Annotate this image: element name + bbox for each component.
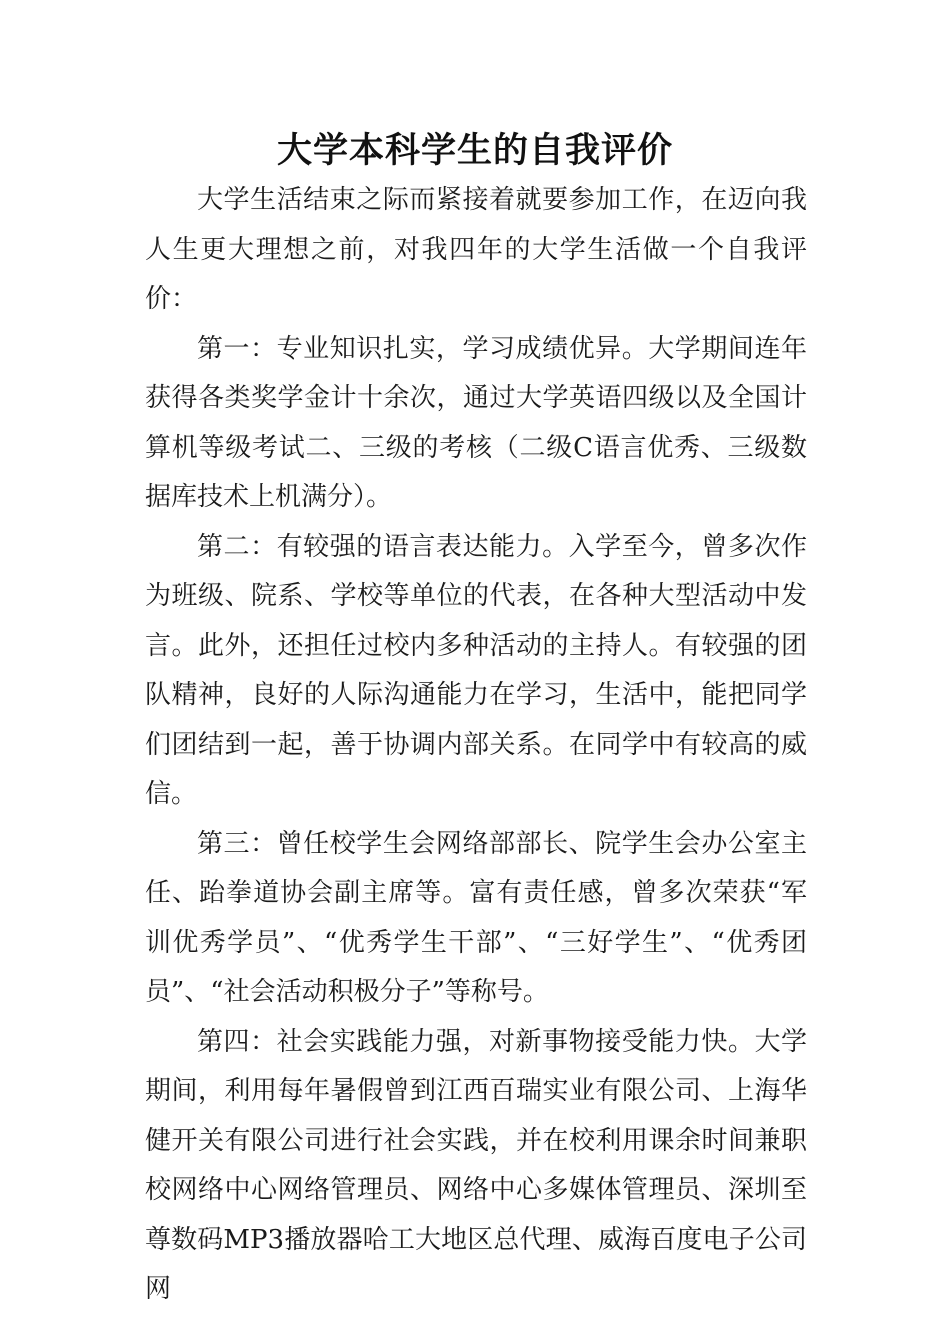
paragraph-second: 第二：有较强的语言表达能力。入学至今，曾多次作为班级、院系、学校等单位的代表，在各种大型活动中发言。此外，还担任过校内多种活动的主持人。有较强的团队精神，良好的人际沟通能力在学习，生活中，能把同学们团结到一起，善于协调内部关系。在同学中有较高的威信。 — [145, 531, 807, 809]
paragraph-first: 第一：专业知识扎实，学习成绩优异。大学期间连年获得各类奖学金计十余次，通过大学英语四级以及全国计算机等级考试二、三级的考核（二级C语言优秀、三级数据库技术上机满分）。 — [145, 333, 807, 512]
document-title: 大学本科学生的自我评价 — [276, 131, 673, 171]
paragraph-third: 第三：曾任校学生会网络部部长、院学生会办公室主任、跆拳道协会副主席等。富有责任感，曾多次荣获“军训优秀学员”、“优秀学生干部”、“三好学生”、“优秀团员”、“社会活动积极分子”等称号。 — [145, 828, 807, 1007]
document-body — [145, 176, 807, 1315]
paragraph-intro: 大学生活结束之际而紧接着就要参加工作，在迈向我人生更大理想之前，对我四年的大学生活做一个自我评价： — [145, 185, 807, 314]
paragraph-fourth: 第四：社会实践能力强，对新事物接受能力快。大学期间，利用每年暑假曾到江西百瑞实业有限公司、上海华健开关有限公司进行社会实践，并在校利用课余时间兼职校网络中心网络管理员、网络中心多媒体管理员、深圳至尊数码MP3播放器哈工大地区总代理、威海百度电子公司网 — [145, 1026, 807, 1304]
